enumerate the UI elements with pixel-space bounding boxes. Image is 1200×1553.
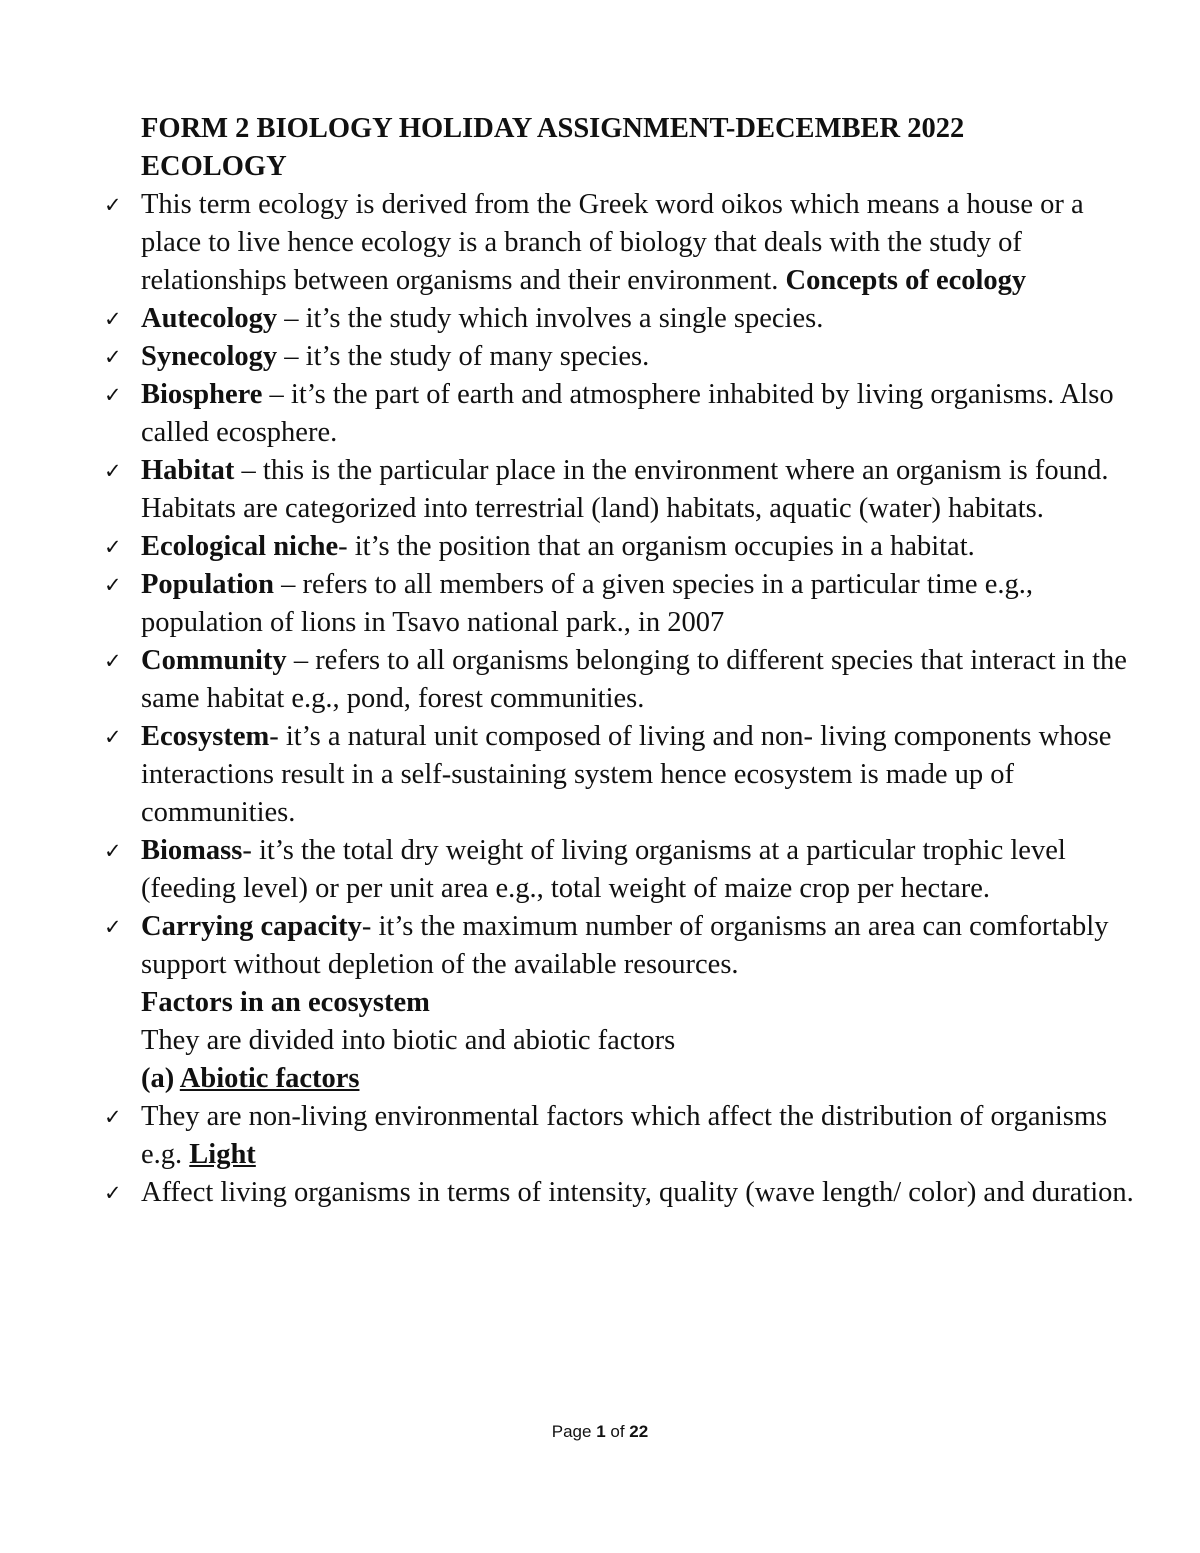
list-item-term: [104, 566, 1134, 642]
light-effects-text: Affect living organisms in terms of intensity, quality (wave length/ color) and duration.: [141, 1177, 1134, 1208]
checkmark-icon: ✓: [104, 915, 122, 939]
list-item-intro: [104, 186, 1134, 300]
term-definition: – refers to all members of a given species in a particular time e.g., population of lions in Tsavo national park., in 2007: [141, 569, 1033, 638]
page-word: Page: [551, 1422, 597, 1441]
term-label: Ecological niche: [141, 531, 339, 562]
checkmark-icon: ✓: [104, 1105, 122, 1129]
list-item-text: [141, 376, 1134, 452]
checkmark-icon: ✓: [104, 535, 122, 559]
abiotic-heading: [104, 1060, 1134, 1098]
light-label: Light: [189, 1139, 256, 1170]
term-label: Habitat: [141, 455, 235, 486]
abiotic-label: Abiotic factors: [179, 1063, 360, 1094]
checkmark-icon: ✓: [104, 573, 122, 597]
term-definition: – this is the particular place in the environment where an organism is found. Habitats are categorized into terrestrial (land) habitats, aquatic (water) habitats.: [141, 455, 1109, 524]
factors-text: They are divided into biotic and abiotic factors: [141, 1025, 676, 1056]
list-item-text: [141, 832, 1134, 908]
list-item-text: [141, 718, 1134, 832]
list-item-text: [141, 528, 1134, 566]
list-item-term: [104, 528, 1134, 566]
abiotic-prefix: (a): [141, 1063, 180, 1094]
checkmark-icon: ✓: [104, 383, 122, 407]
list-item-term: [104, 642, 1134, 718]
term-label: Autecology: [141, 303, 278, 334]
document-title: FORM 2 BIOLOGY HOLIDAY ASSIGNMENT-DECEMBER 2022: [141, 113, 965, 144]
term-label: Community: [141, 645, 287, 676]
term-definition: - it’s the position that an organism occupies in a habitat.: [338, 531, 975, 562]
factors-heading: Factors in an ecosystem: [141, 987, 430, 1018]
list-item-text: [141, 642, 1134, 718]
list-item-text: [141, 1098, 1134, 1174]
term-definition: – it’s the study which involves a single species.: [277, 303, 824, 334]
checkmark-icon: ✓: [104, 649, 122, 673]
checkmark-icon: ✓: [104, 839, 122, 863]
document-body: [104, 110, 1134, 1212]
term-label: Population: [141, 569, 275, 600]
of-word: of: [605, 1422, 630, 1441]
list-item-term: [104, 832, 1134, 908]
term-label: Carrying capacity: [141, 911, 362, 942]
list-item-term: [104, 452, 1134, 528]
term-label: Synecology: [141, 341, 278, 372]
list-item-text: [141, 186, 1134, 300]
term-definition: – it’s the part of earth and atmosphere inhabited by living organisms. Also called ecosphere.: [141, 379, 1114, 448]
checkmark-icon: ✓: [104, 307, 122, 331]
term-definition: – it’s the study of many species.: [277, 341, 650, 372]
total-pages: 22: [629, 1422, 649, 1441]
intro-text: This term ecology is derived from the Greek word oikos which means a house or a place to live hence ecology is a branch of biology that deals with the study of relationships between organisms and their environment.: [141, 189, 1084, 296]
list-item-term: [104, 908, 1134, 984]
list-item-light-effects: [104, 1174, 1134, 1212]
checkmark-icon: ✓: [104, 193, 122, 217]
term-definition: - it’s a natural unit composed of living and non- living components whose interactions result in a self-sustaining system hence ecosystem is made up of communities.: [141, 721, 1112, 828]
checkmark-icon: ✓: [104, 345, 122, 369]
list-item-text: [141, 300, 1134, 338]
concepts-heading: Concepts of ecology: [785, 265, 1027, 296]
list-item-text: [141, 566, 1134, 642]
section-heading-ecology: ECOLOGY: [141, 151, 287, 182]
abiotic-definition: They are non-living environmental factors which affect the distribution of organisms e.g.: [141, 1101, 1108, 1170]
list-item-term: [104, 338, 1134, 376]
term-definition: - it’s the maximum number of organisms an area can comfortably support without depletion of the available resources.: [141, 911, 1109, 980]
list-item-abiotic-definition: [104, 1098, 1134, 1174]
term-definition: - it’s the total dry weight of living organisms at a particular trophic level (feeding level) or per unit area e.g., total weight of maize crop per hectare.: [141, 835, 1066, 904]
checkmark-icon: ✓: [104, 459, 122, 483]
list-item-term: [104, 718, 1134, 832]
checkmark-icon: ✓: [104, 1181, 122, 1205]
terms-list: [104, 300, 1134, 984]
list-item-term: [104, 376, 1134, 452]
current-page-number: 1: [596, 1422, 606, 1441]
list-item-text: [141, 908, 1134, 984]
term-definition: – refers to all organisms belonging to different species that interact in the same habitat e.g., pond, forest communities.: [141, 645, 1127, 714]
term-label: Biomass: [141, 835, 243, 866]
term-label: Ecosystem: [141, 721, 270, 752]
page-footer: [0, 1422, 1200, 1442]
checkmark-icon: ✓: [104, 725, 122, 749]
term-label: Biosphere: [141, 379, 263, 410]
list-item-text: [141, 338, 1134, 376]
list-item-text: [141, 452, 1134, 528]
list-item-term: [104, 300, 1134, 338]
